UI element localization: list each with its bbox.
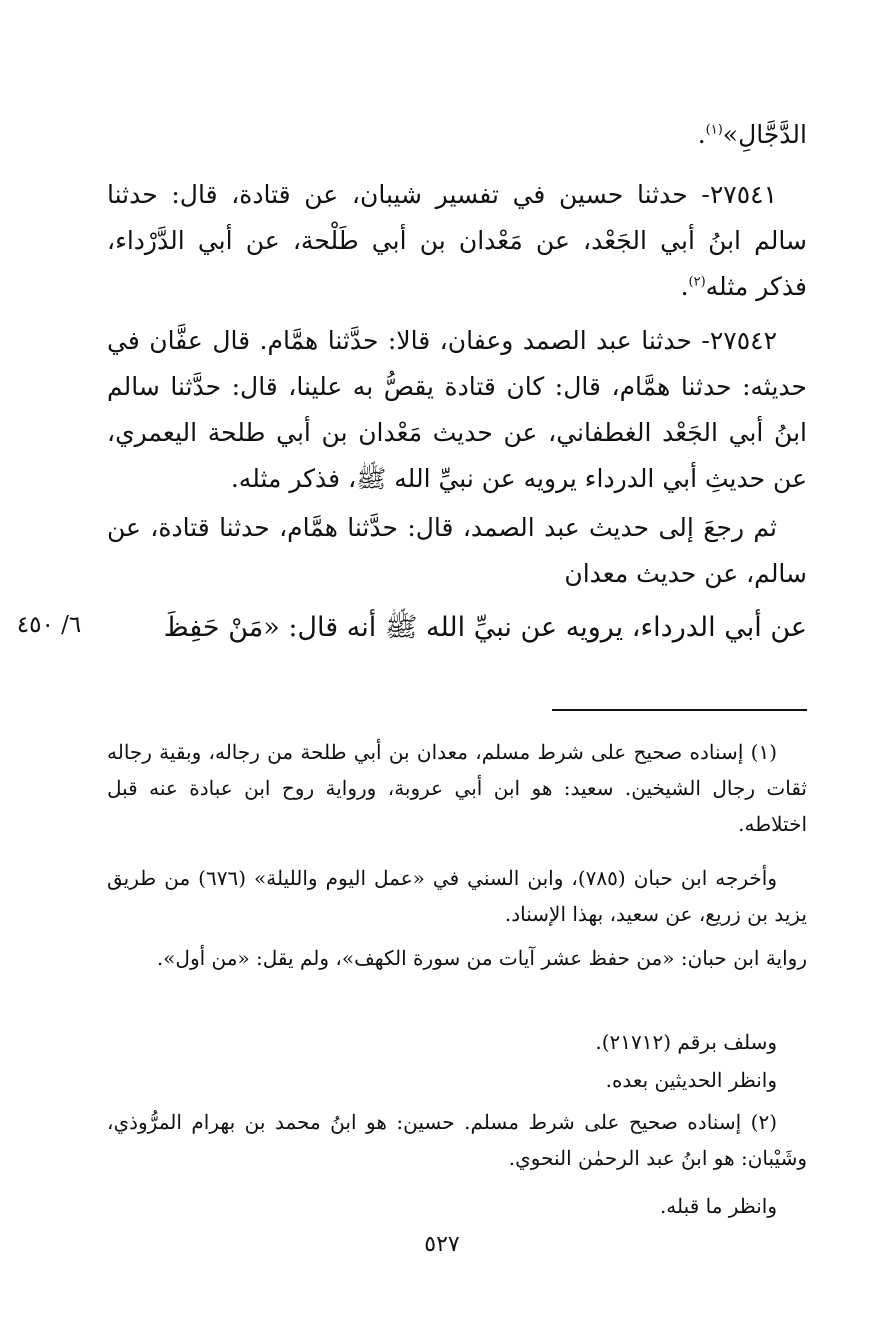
margin-volume-page-ref: ٦/ ٤٥٠	[16, 612, 82, 638]
paragraph-then-text: ثم رجعَ إلى حديث عبد الصمد، قال: حدَّثنا همَّام، حدثنا قتادة، عن سالم، عن حديث معدان	[107, 513, 807, 588]
hadith-27542	[107, 318, 807, 502]
footnote-separator	[552, 709, 807, 711]
hadith-27541-text: ٢٧٥٤١- حدثنا حسين في تفسير شيبان، عن قتادة، قال: حدثنا سالم ابنُ أبي الجَعْد، عن مَعْدان بن أبي طَلْحة، عن أبي الدَّرْداء، فذكر مثله	[107, 180, 807, 301]
footnote-1-para-1: (١) إسناده صحيح على شرط مسلم، معدان بن أبي طلحة من رجاله، وبقية رجاله ثقات رجال الشيخين. سعيد: هو ابن أبي عروبة، ورواية روح ابن عبادة عنه قبل اختلاطه.	[107, 740, 807, 836]
footnote-ref-1: (١)	[705, 122, 723, 138]
top-line	[107, 112, 807, 158]
footnote-1-para-3: رواية ابن حبان: «من حفظ عشر آيات من سورة الكهف»، ولم يقل: «من أول».	[156, 946, 807, 970]
footnote-1-para-5: وانظر الحديثين بعده.	[605, 1068, 777, 1092]
top-line-text: الدَّجَّالِ»	[722, 120, 807, 149]
hadith-27541-end: .	[680, 272, 689, 301]
footnote-2-para-1: (٢) إسناده صحيح على شرط مسلم. حسين: هو ابنُ محمد بن بهرام المرُّوذي، وشَيْبان: هو ابنُ عبد الرحمٰن النحوي.	[107, 1110, 807, 1170]
hadith-27541	[107, 172, 807, 310]
large-line-text: عن أبي الدرداء، يرويه عن نبيِّ الله ﷺ أنه قال: «مَنْ حَفِظَ	[163, 612, 807, 643]
large-line	[107, 600, 807, 656]
page-number: ٥٢٧	[424, 1232, 460, 1257]
paragraph-then	[107, 505, 807, 597]
footnote-1-para-4: وسلف برقم (٢١٧١٢).	[595, 1030, 777, 1054]
footnote-ref-2: (٢)	[688, 274, 706, 290]
footnote-2-para-2: وانظر ما قبله.	[659, 1194, 777, 1218]
top-line-end: .	[697, 120, 706, 149]
footnote-1-para-2: وأخرجه ابن حبان (٧٨٥)، وابن السني في «عمل اليوم والليلة» (٦٧٦) من طريق يزيد بن زريع، عن سعيد، بهذا الإسناد.	[107, 866, 807, 926]
hadith-27542-text: ٢٧٥٤٢- حدثنا عبد الصمد وعفان، قالا: حدَّثنا همَّام. قال عفَّان في حديثه: حدثنا همَّام، قال: كان قتادة يقصُّ به علينا، قال: حدَّثنا سالم ابنُ أبي الجَعْد الغطفاني، عن حديث مَعْدان بن أبي طلحة اليعمري، عن حديثِ أبي الدرداء يرويه عن نبيِّ الله ﷺ، فذكر مثله.	[107, 326, 807, 493]
